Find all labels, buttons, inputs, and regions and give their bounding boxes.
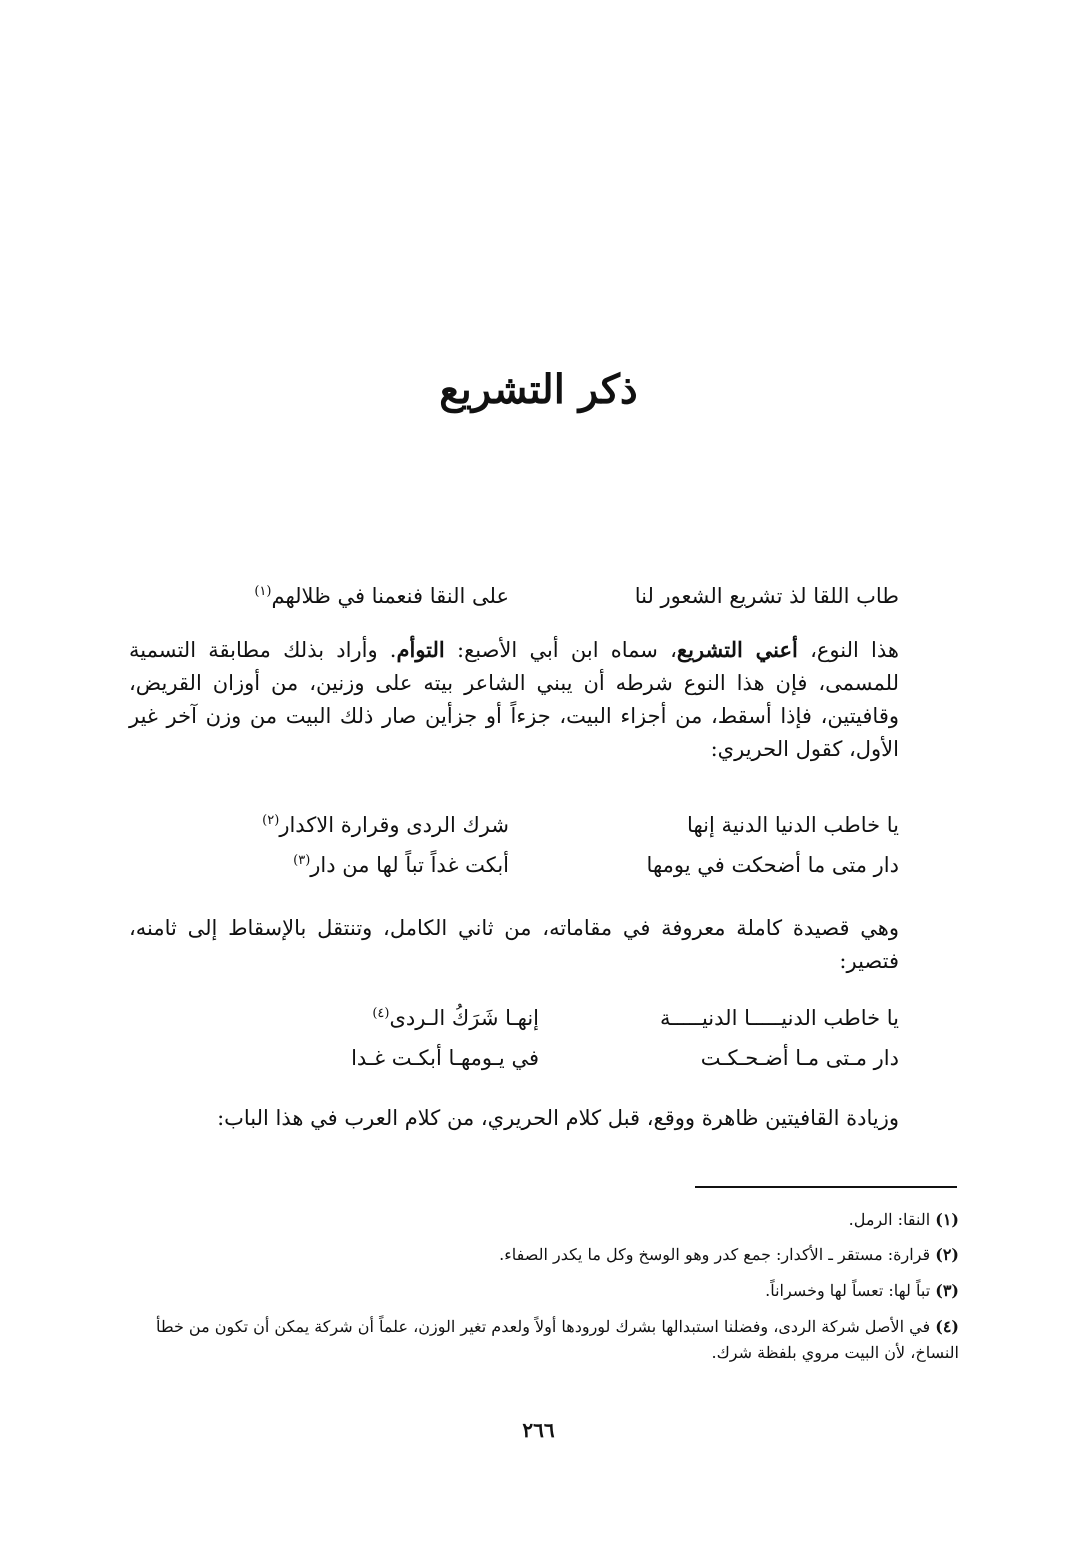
footnote-number: (٣) — [935, 1281, 959, 1300]
footnote-ref: (١) — [254, 584, 272, 599]
verse-first-hemistich: دار متى ما أضحكت في يومها — [646, 853, 899, 877]
footnote-text: في الأصل شركة الردى، وفضلنا استبدالها بشرك لورودها أولاً ولعدم تغير الوزن، علماً أن شركة يمكن أن تكون من خطأ النساخ، لأن البيت مروي بلفظة شرك. — [155, 1317, 959, 1362]
page-number: ٢٦٦ — [522, 1418, 555, 1442]
footnote — [129, 1278, 959, 1304]
verse-second-text: أبكت غداً تباً لها من دار — [310, 853, 509, 877]
verse-first-hemistich: يا خاطب الدنيـــــا الدنيـــــة — [659, 1006, 899, 1030]
verse-second-text: في يـومهـا أبكـت غـدا — [351, 1046, 539, 1070]
verse-second-hemistich — [351, 1040, 539, 1076]
footnote-divider — [695, 1186, 957, 1188]
paragraph-intro — [129, 633, 899, 766]
footnote-number: (١) — [935, 1210, 959, 1229]
footnote-number: (٤) — [935, 1317, 959, 1336]
verse-line — [179, 1040, 899, 1076]
verse-line — [179, 1000, 899, 1036]
paragraph-description: وهي قصيدة كاملة معروفة في مقاماته، من ثاني الكامل، وتنتقل بالإسقاط إلى ثامنه، فتصير: — [129, 916, 899, 973]
footnote-text: تباً لها: تعساً لها وخسراناً. — [765, 1281, 931, 1300]
footnote — [129, 1314, 959, 1366]
verse-second-text: إنهـا شَرَكُ الـردى — [389, 1006, 539, 1030]
paragraph-text: ، سماه ابن أبي الأصبع: — [444, 638, 677, 662]
verse-second-text: على النقا فنعمنا في ظلالهم — [271, 584, 509, 608]
verse-first-hemistich: يا خاطب الدنيا الدنية إنها — [687, 813, 899, 837]
footnote-ref: (٤) — [372, 1006, 390, 1021]
bold-term: التوأم — [396, 637, 445, 662]
footnote-text: قرارة: مستقر ـ الأكدار: جمع كدر وهو الوسخ وكل ما يكدر الصفاء. — [499, 1245, 931, 1264]
footnote — [129, 1242, 959, 1268]
verse-second-hemistich — [372, 1000, 539, 1036]
paragraph-text: هذا النوع، — [797, 638, 899, 662]
verse-second-hemistich — [293, 847, 509, 883]
paragraph-closing: وزيادة القافيتين ظاهرة ووقع، قبل كلام الحريري، من كلام العرب في هذا الباب: — [217, 1106, 899, 1130]
opening-verse — [179, 578, 899, 614]
footnote-ref: (٣) — [293, 853, 311, 868]
paragraph-text: . وأراد بذلك مطابقة التسمية للمسمى، فإن هذا النوع شرطه أن يبني الشاعر بيته على وزنين، من أوزان القريض، وقافيتين، فإذا أسقط، من أجزاء البيت، جزءاً أو جزأين صار ذلك البيت من وزن آخر غير الأول، كقول الحريري: — [129, 638, 899, 761]
footnote — [129, 1207, 959, 1233]
verse-first-hemistich: طاب اللقا لذ تشريع الشعور لنا — [634, 584, 899, 608]
verse-second-text: شرك الردى وقرارة الاكدار — [279, 813, 509, 837]
verse-second-hemistich — [254, 578, 509, 614]
verse-second-hemistich — [262, 807, 509, 843]
footnote-number: (٢) — [935, 1245, 959, 1264]
footnote-ref: (٢) — [262, 813, 280, 828]
verse-line — [179, 847, 899, 883]
bold-term: أعني التشريع — [676, 637, 798, 662]
footnote-text: النقا: الرمل. — [848, 1210, 931, 1229]
verse-line — [179, 807, 899, 843]
verse-first-hemistich: دار مـتى مـا أضـحـكـت — [700, 1046, 899, 1070]
chapter-title: ذكر التشريع — [439, 366, 638, 413]
